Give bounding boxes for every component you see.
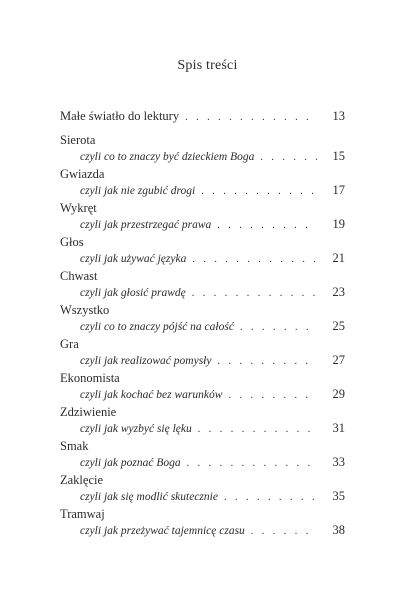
toc-entry-subtitle: czyli jak głosić prawdę [80,287,186,299]
toc-entry [60,200,345,234]
toc-entry-title: Tramwaj [60,507,105,521]
toc-entry-subtitle: czyli jak przestrzegać prawa [80,219,212,231]
dot-leader [192,286,317,302]
toc-entry-title: Sierota [60,133,96,147]
toc-page-number: 23 [332,285,345,299]
toc-entry-subtitle: czyli jak przeżywać tajemnicę czasu [80,525,245,537]
toc-page-number: 38 [332,523,345,537]
toc-entry-title: Wykręt [60,201,97,215]
dot-leader [224,490,317,506]
toc-entry-title: Gwiazda [60,167,105,181]
toc-entry-title: Gra [60,337,79,351]
toc-entry-title: Ekonomista [60,371,120,385]
toc-entry-subtitle: czyli jak poznać Boga [80,457,181,469]
toc-entry-subtitle: czyli jak realizować pomysły [80,355,212,367]
toc-entry-title: Chwast [60,269,98,283]
toc-entry-subtitle: czyli co to znaczy być dzieckiem Boga [80,151,255,163]
toc-entry [60,404,345,438]
toc-entry-title: Zdziwienie [60,405,117,419]
toc-page-number: 15 [332,149,345,163]
toc-entry [60,506,345,540]
dot-leader [187,456,317,472]
toc-entry-subtitle: czyli jak się modlić skutecznie [80,491,218,503]
toc-entry-title: Głos [60,235,84,249]
toc-page-number: 25 [332,319,345,333]
page-title: Spis treści [177,58,238,73]
toc-entry [60,132,345,166]
toc-page-number: 29 [332,387,345,401]
dot-leader [192,252,317,268]
toc-entry [60,302,345,336]
dot-leader [260,150,317,166]
toc-entry [60,438,345,472]
toc-entry [60,336,345,370]
toc-entry-subtitle: czyli jak wyzbyć się lęku [80,423,192,435]
toc-page-number: 13 [332,109,345,123]
toc-page-number: 31 [332,421,345,435]
table-of-contents [60,108,345,540]
toc-entry-title: Zaklęcie [60,473,104,487]
toc-entry [60,166,345,200]
toc-entry [60,472,345,506]
toc-page-number: 21 [332,251,345,265]
dot-leader [217,218,317,234]
toc-entry-subtitle: czyli jak używać języka [80,253,187,265]
toc-entry-subtitle: czyli jak kochać bez warunków [80,389,223,401]
dot-leader [217,354,317,370]
toc-entry [60,370,345,404]
toc-entry [60,108,345,132]
dot-leader [185,110,317,126]
toc-entry-title: Smak [60,439,89,453]
toc-entry-subtitle: czyli jak nie zgubić drogi [80,185,196,197]
toc-entry-title: Wszystko [60,303,110,317]
toc-page-number: 35 [332,489,345,503]
toc-page-number: 19 [332,217,345,231]
toc-entry [60,268,345,302]
toc-page-number: 17 [332,183,345,197]
toc-page-number: 27 [332,353,345,367]
toc-page-number: 33 [332,455,345,469]
toc-entry-subtitle: czyli co to znaczy pójść na całość [80,321,234,333]
dot-leader [251,524,317,540]
dot-leader [228,388,317,404]
dot-leader [240,320,317,336]
dot-leader [198,422,317,438]
toc-entry [60,234,345,268]
dot-leader [201,184,317,200]
toc-entry-title: Małe światło do lektury [60,109,180,123]
